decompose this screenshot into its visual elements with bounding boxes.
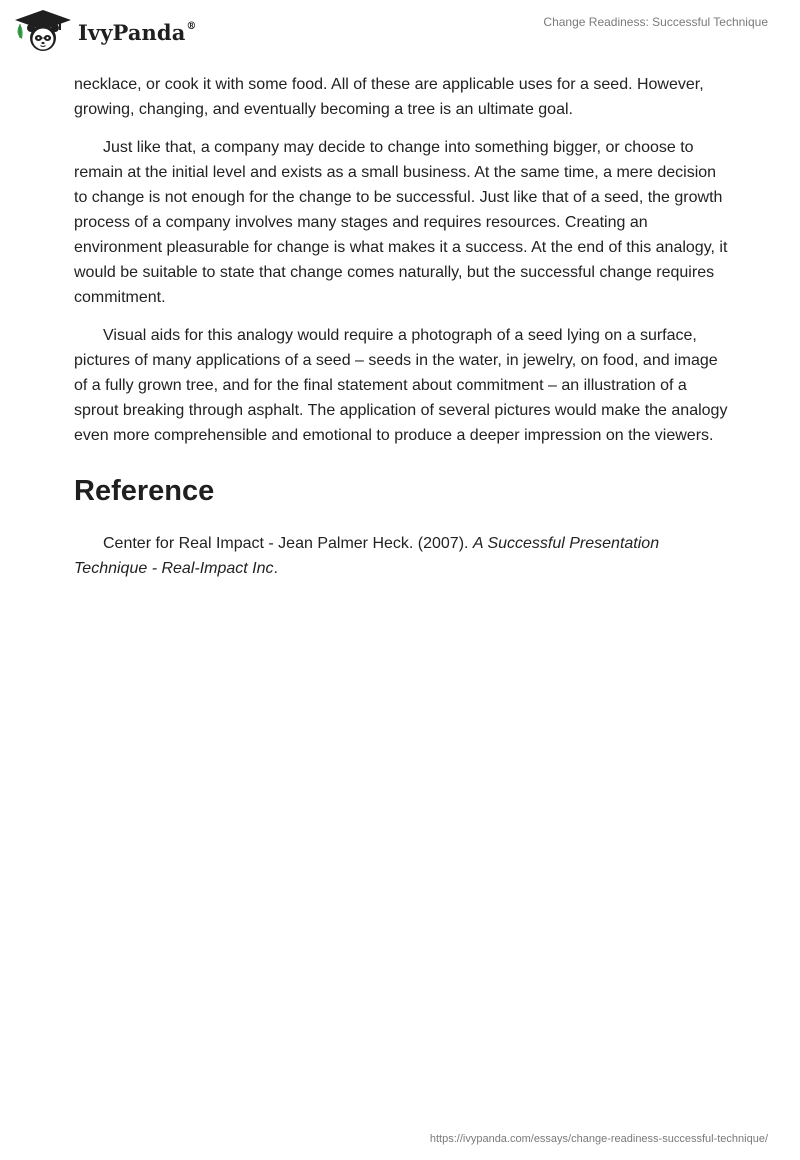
reference-end: . bbox=[273, 560, 278, 577]
document-body bbox=[74, 72, 730, 581]
reference-entry bbox=[74, 531, 730, 581]
body-paragraph: Just like that, a company may decide to change into something bigger, or choose to remain at the initial level and exists as a small business. At the same time, a mere decision to change is not enough for the change to be successful. Just like that of a seed, the growth process of a company involves many stages and requires resources. Creating an environment pleasurable for change is what makes it a success. At the end of this analogy, it would be suitable to state that change comes naturally, but the successful change requires commitment. bbox=[74, 139, 728, 306]
reference-heading: Reference bbox=[74, 475, 215, 507]
brand-name bbox=[78, 20, 197, 45]
body-paragraph: necklace, or cook it with some food. All of these are applicable uses for a seed. However, growing, changing, and eventually becoming a tree is an ultimate goal. bbox=[74, 76, 704, 118]
source-url-link[interactable]: https://ivypanda.com/essays/change-readiness-successful-technique/ bbox=[429, 1133, 768, 1145]
page-header bbox=[0, 0, 800, 60]
body-paragraph: Visual aids for this analogy would require a photograph of a seed lying on a surface, pictures of many applications of a seed – seeds in the water, in jewelry, on food, and image of a fully grown tree, and for the final statement about commitment – an illustration of a sprout breaking through asphalt. The application of several pictures would make the analogy even more comprehensible and emotional to produce a deeper impression on the viewers. bbox=[74, 327, 728, 444]
running-title: Change Readiness: Successful Technique bbox=[543, 15, 768, 29]
panda-graduate-icon bbox=[14, 8, 72, 54]
registered-mark: ® bbox=[186, 20, 197, 32]
brand-logo[interactable] bbox=[14, 8, 197, 54]
brand-name-text: IvyPanda bbox=[78, 19, 186, 45]
reference-title: A Successful Presentation Technique - Real-Impact Inc bbox=[74, 535, 660, 577]
reference-authors: Center for Real Impact - Jean Palmer Heck. (2007). bbox=[103, 535, 473, 552]
